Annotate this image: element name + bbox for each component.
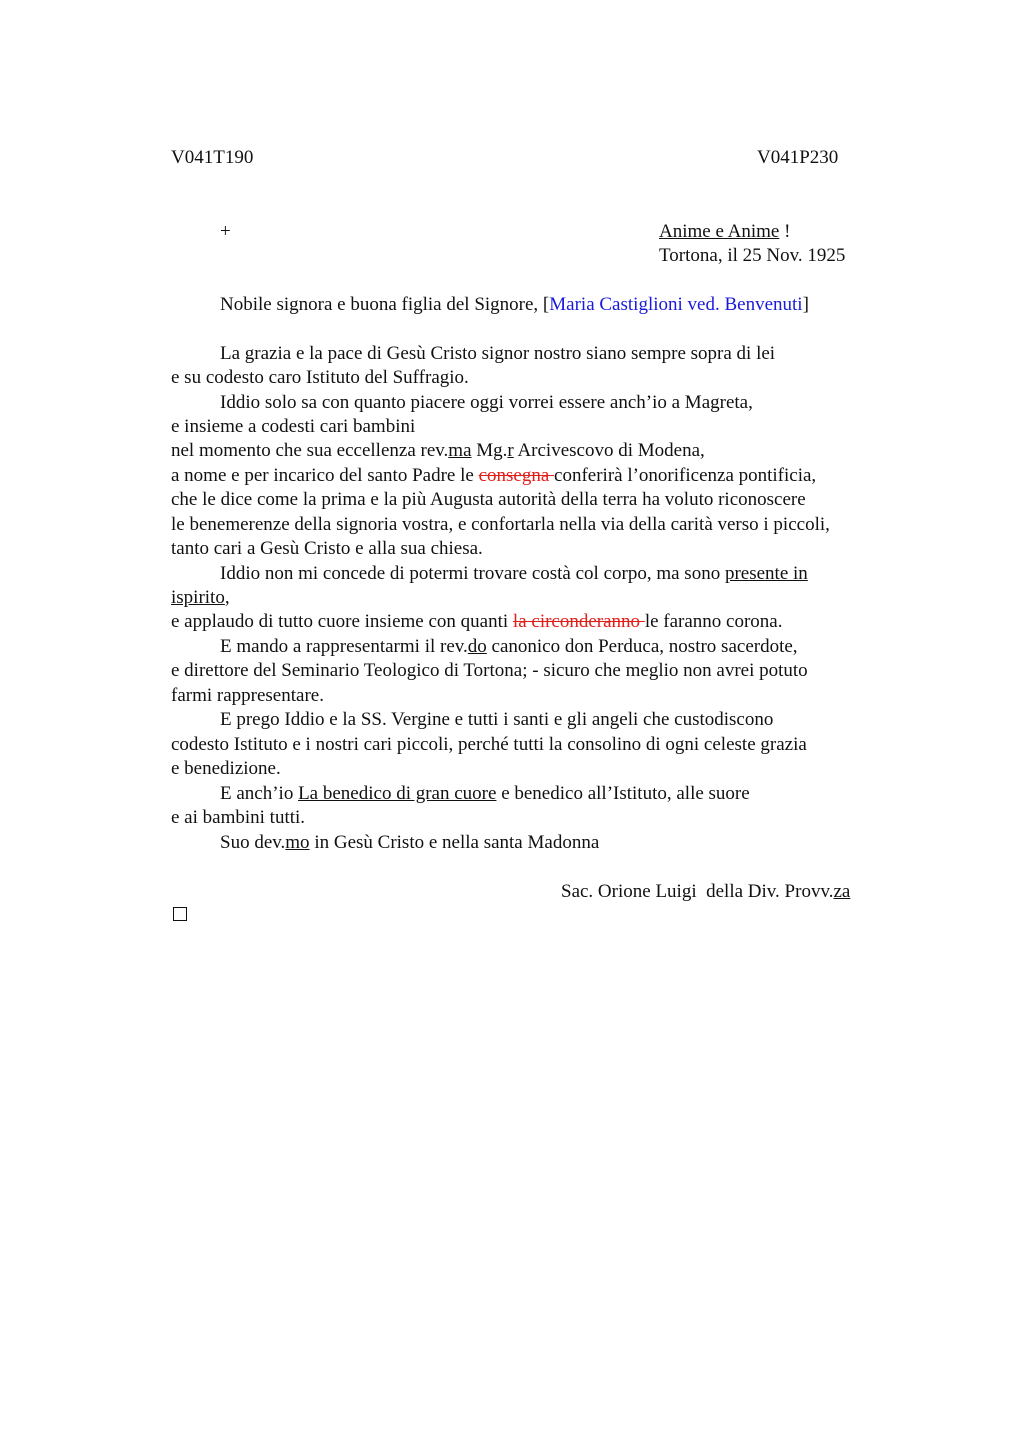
body-line-18: e benedizione. — [171, 758, 281, 779]
place-date: Tortona, il 25 Nov. 1925 — [659, 245, 846, 266]
body-line-10 — [220, 562, 808, 586]
abbrev-superscript: ma — [448, 440, 472, 461]
signature-text: Sac. Orione Luigi della Div. Provv. — [561, 881, 834, 902]
body-line-8: le benemerenze della signoria vostra, e confortarla nella via della carità verso i piccoli, — [171, 514, 830, 535]
body-line-1: La grazia e la pace di Gesù Cristo signor nostro siano sempre sopra di lei — [220, 343, 776, 364]
text-segment: a nome e per incarico del santo Padre le — [171, 465, 479, 486]
text-segment: Iddio non mi concede di potermi trovare costà col corpo, ma sono — [220, 563, 725, 584]
abbrev-superscript: r — [507, 440, 514, 461]
cross-mark: + — [220, 221, 231, 242]
text-segment: le faranno corona. — [644, 611, 783, 632]
motto-mark: ! — [779, 221, 791, 242]
body-line-6 — [171, 464, 816, 488]
body-line-16: E prego Iddio e la SS. Vergine e tutti i santi e gli angeli che custodiscono — [220, 709, 774, 730]
text-segment: e applaudo di tutto cuore insieme con quanti — [171, 611, 513, 632]
salutation — [220, 293, 809, 317]
document-code-right: V041P230 — [757, 147, 839, 168]
body-line-13 — [220, 635, 798, 659]
recipient-name: Maria Castiglioni ved. Benvenuti — [549, 294, 803, 315]
text-segment: e benedico all’Istituto, alle suore — [496, 783, 750, 804]
body-line-11 — [171, 586, 230, 610]
text-segment: E mando a rappresentarmi il rev. — [220, 636, 468, 657]
deleted-word: la circonderanno — [512, 611, 645, 632]
text-segment: Mg. — [471, 440, 508, 461]
text-segment: nel momento che sua eccellenza rev. — [171, 440, 449, 461]
text-segment: canonico don Perduca, nostro sacerdote, — [486, 636, 798, 657]
body-line-21 — [220, 831, 599, 855]
underlined-phrase: ispirito — [171, 587, 225, 608]
body-line-15: farmi rappresentare. — [171, 685, 324, 706]
signature — [561, 880, 850, 904]
body-line-14: e direttore del Seminario Teologico di Tortona; - sicuro che meglio non avrei potuto — [171, 660, 808, 681]
underlined-phrase: presente in — [724, 563, 808, 584]
motto — [659, 220, 790, 244]
text-segment: in Gesù Cristo e nella santa Madonna — [309, 832, 600, 853]
motto-text: Anime e Anime — [659, 221, 780, 242]
text-segment: E anch’io — [220, 783, 299, 804]
body-line-17: codesto Istituto e i nostri cari piccoli, perché tutti la consolino di ogni celeste grazia — [171, 734, 807, 755]
body-line-3: Iddio solo sa con quanto piacere oggi vorrei essere anch’io a Magreta, — [220, 392, 753, 413]
document-code-left: V041T190 — [171, 147, 254, 168]
body-line-19 — [220, 782, 750, 806]
body-line-9: tanto cari a Gesù Cristo e alla sua chiesa. — [171, 538, 483, 559]
abbrev-superscript: mo — [285, 832, 310, 853]
signature-suffix: za — [833, 881, 851, 902]
checkbox-square-icon — [173, 907, 187, 921]
body-line-4: e insieme a codesti cari bambini — [171, 416, 416, 437]
body-line-2: e su codesto caro Istituto del Suffragio. — [171, 367, 469, 388]
abbrev-superscript: do — [467, 636, 487, 657]
body-line-20: e ai bambini tutti. — [171, 807, 306, 828]
text-segment: , — [224, 587, 230, 608]
salutation-close: ] — [802, 294, 809, 315]
text-segment: Suo dev. — [220, 832, 286, 853]
body-line-12 — [171, 610, 783, 634]
text-segment: conferirà l’onorificenza pontificia, — [554, 465, 817, 486]
text-segment: Arcivescovo di Modena, — [513, 440, 705, 461]
body-line-7: che le dice come la prima e la più Augusta autorità della terra ha voluto riconoscere — [171, 489, 806, 510]
deleted-word: consegna — [478, 465, 555, 486]
body-line-5 — [171, 439, 705, 463]
underlined-phrase: La benedico di gran cuore — [298, 783, 497, 804]
salutation-text: Nobile signora e buona figlia del Signore, [ — [220, 294, 550, 315]
